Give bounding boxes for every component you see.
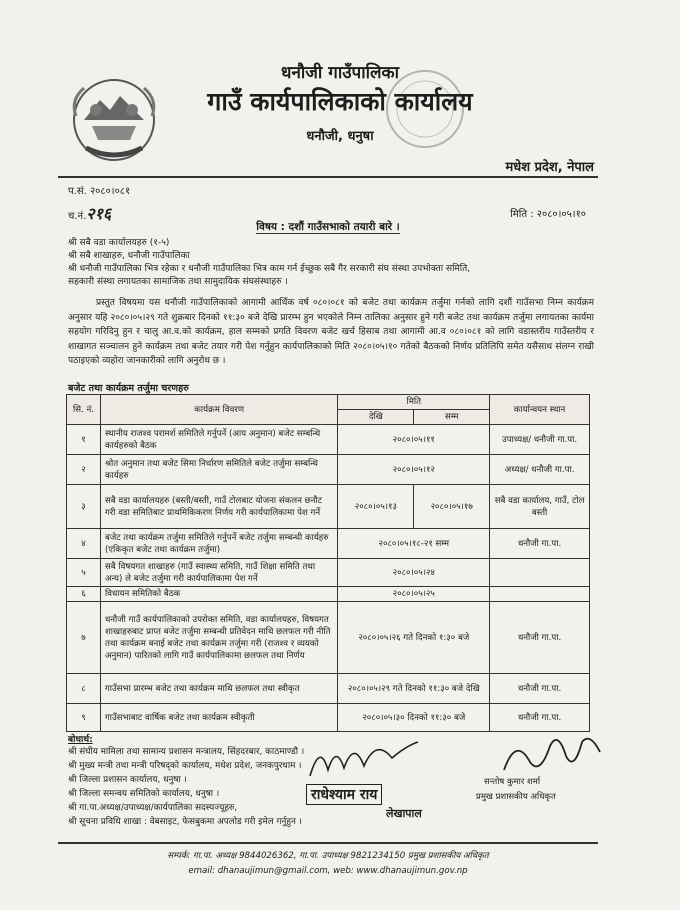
row-sn: ८: [67, 674, 101, 704]
row-date: २०८०।०५।१२: [338, 455, 490, 485]
accountant-signature-icon: [306, 736, 426, 786]
org-title: गाउँ कार्यपालिकाको कार्यालय: [207, 87, 473, 116]
letter-subject: विषय : दशौं गाउँसभाको तयारी बारे ।: [256, 221, 400, 233]
row-place: [490, 559, 590, 587]
row-program: गाउँसभाबाट वार्षिक बजेट तथा कार्यक्रम स्वीकृती: [100, 704, 337, 732]
cc-item: श्री गा.पा.अध्यक्ष/उपाध्यक्ष/कार्यपालिका सदस्यज्यूहरु,: [68, 803, 238, 813]
header-to: सम्म: [414, 410, 490, 425]
cc-item: श्री जिल्ला प्रशासन कार्यालय, धनुषा ।: [68, 775, 187, 785]
footer-contact: सम्पर्क: गा.पा. अध्यक्ष 9844026362, गा.पा. उपाध्यक्ष 9821234150 प्रमुख प्रशासकीय अधिकृत: [167, 851, 489, 861]
officer-title: प्रमुख प्रशासकीय अधिकृत: [476, 792, 556, 802]
row-program: सबै वडा कार्यालयहरु (बस्ती/बस्ती, गाउँ टोलबाट योजना संकलन छनौट गरी वडा समितिबाट प्राथमिकिकरण निर्णय गरी कार्यपालिकामा पेश गर्ने: [100, 485, 337, 529]
row-date: २०८०।०५।२४: [338, 559, 490, 587]
row-place: सबै वडा कार्यालय, गाउँ, टोल बस्ती: [490, 485, 590, 529]
table-row: [67, 455, 590, 485]
row-date: २०८०।०५।२९ गते दिनको ११:३० बजे देखि: [338, 674, 490, 704]
row-date: २०८०।०५।१८-२१ सम्म: [338, 529, 490, 559]
header-place: कार्यान्वयन स्थान: [490, 395, 590, 425]
org-location: धनौजी, धनुषा: [306, 129, 374, 144]
row-program: बजेट तथा कार्यक्रम तर्जुमा समितिले गर्नुपर्ने बजेट तर्जुमा सम्बन्धी कार्यहरु (एकिकृत बजेट तथा कार्यक्रम तर्जुमा): [100, 529, 337, 559]
cc-item: श्री जिल्ला समन्वय समितिको कार्यालय, धनुषा ।: [68, 789, 220, 799]
row-place: उपाध्यक्ष/ धनौजी गा.पा.: [490, 425, 590, 455]
row-sn: ३: [67, 485, 101, 529]
header-from: देखि: [338, 410, 414, 425]
addressee-2: श्री सबै शाखाहरु, धनौजी गाउँपालिका: [68, 251, 190, 261]
row-program: स्थानीय राजश्व परामर्श समितिले गर्नुपर्ने (आय अनुमान) बजेट सम्बन्धि कार्यहरुको बैठक: [100, 425, 337, 455]
addressee-3: श्री धनौजी गाउँपालिका भित्र रहेका र धनौजी गाउँपालिका भित्र काम गर्न ईच्छुक सबै गैर सरकारी संघ संस्था उपभोक्ता समिति,: [68, 264, 471, 274]
table-row: [67, 559, 590, 587]
header-date: मिति: [338, 395, 490, 410]
dispatch-value: २१६: [86, 204, 112, 223]
header-program: कार्यक्रम विवरण: [100, 395, 337, 425]
org-line-1: धनौजी गाउँपालिका: [281, 63, 399, 83]
row-date: २०८०।०५।११: [338, 425, 490, 455]
row-program: श्रोत अनुमान तथा बजेट सिमा निर्धारण समितिले बजेट तर्जुमा सम्बन्धि कार्यहरु: [100, 455, 337, 485]
table-row: [67, 425, 590, 455]
row-date: २०८०।०५।२६ गते दिनको १:३० बजे: [338, 602, 490, 674]
addressee-4: सहकारी संस्था लगायतका सामाजिक तथा सामुदायिक संघसंस्थाहरु ।: [68, 277, 288, 287]
row-sn: ७: [67, 602, 101, 674]
nepal-emblem-icon: [66, 70, 162, 166]
row-sn: ९: [67, 704, 101, 732]
table-caption: बजेट तथा कार्यक्रम तर्जुमा चरणहरु: [68, 383, 189, 394]
row-place: धनौजी गा.पा.: [490, 704, 590, 732]
row-place: धनौजी गा.पा.: [490, 529, 590, 559]
letter-body: प्रस्तुत विषयमा यस धनौजी गाउँपालिकाको आगामी आर्थिक वर्ष ०८०।०८१ को बजेट तथा कार्यक्रम तर्जुमा गर्नको लागि दशौं गाउँसभा निम्न कार्यक्रम अनुसार यहि २०८०।०५।२९ गते शुक्रबार दिनको ११:३० बजे देखि प्रारम्भ हुन भएकोले निम्न तालिका अनुसार हुने गरी बजेट तथा कार्यक्रम तर्जुमा लगायतका कार्यमा सहयोग गरिदिनु हुन र चालु आ.व.को कार्यक्रम, हाल सम्मको प्रगति विवरण बजेट खर्च हिसाब तथा आगामी आ.व ०८०।०८१ को लागि वडास्तरीय गाउँस्तरीय र शाखागत सञ्चालन हुने कार्यक्रम तथा बजेट तयार गरी पेश गर्नुहुन कार्यपालिकाको मिति २०८०।०५।१० गतेको बैठकको निर्णय प्रतिलिपि समेत यसैसाथ संलग्न राखी पठाइएको व्यहोरा जानकारीको लागि अनुरोध छ ।: [68, 298, 594, 366]
row-place: धनौजी गा.पा.: [490, 674, 590, 704]
row-sn: ५: [67, 559, 101, 587]
row-program: विधायन समितिको बैठक: [100, 587, 337, 602]
row-date-from: २०८०।०५।१३: [338, 485, 414, 529]
table-row: [67, 674, 590, 704]
cc-item: श्री संघीय मामिला तथा सामान्य प्रशासन मन्त्रालय, सिंहदरबार, काठमाण्डौ ।: [68, 747, 305, 757]
row-place: [490, 587, 590, 602]
dispatch-prefix: च.नं.: [68, 211, 87, 222]
row-date: २०८०।०५।२५: [338, 587, 490, 602]
letter-date: मिति : २०८०।०५।१०: [510, 209, 586, 220]
table-row: [67, 529, 590, 559]
header-divider: [58, 176, 598, 178]
table-row: [67, 602, 590, 674]
addressee-1: श्री सबै वडा कार्यालयहरु (१-५): [68, 238, 170, 248]
accountant-title: लेखापाल: [386, 807, 422, 820]
row-sn: ६: [67, 587, 101, 602]
row-place: अध्यक्ष/ धनौजी गा.पा.: [490, 455, 590, 485]
footer-divider: [58, 842, 598, 844]
reference-number: प.सं. २०८०।०८१: [68, 186, 131, 197]
accountant-name: राधेश्याम राय: [306, 784, 382, 805]
row-program: सबै विषयगत शाखाहरु (गाउँ स्वास्थ्य समिति, गाउँ शिक्षा समिति तथा अन्य) ले बजेट तर्जुमा गरी कार्यपालिकामा पेश गर्ने: [100, 559, 337, 587]
cc-title: बोधार्थ:: [68, 735, 93, 745]
row-date-to: २०८०।०५।१७: [414, 485, 490, 529]
officer-name: सन्तोष कुमार शर्मा: [484, 777, 541, 787]
cc-item: श्री सूचना प्रविधि शाखा : वेबसाइट, फेसबुकमा अपलोड गरी इमेल गर्नुहुन ।: [68, 817, 303, 827]
table-row: [67, 587, 590, 602]
header-sn: सि. नं.: [67, 395, 101, 425]
row-program: गाउँसभा प्रारम्भ बजेट तथा कार्यक्रम माथि छलफल तथा स्वीकृत: [100, 674, 337, 704]
row-sn: १: [67, 425, 101, 455]
cc-item: श्री मुख्य मन्त्री तथा मन्त्री परिषद्को कार्यालय, मधेश प्रदेश, जनकपुरधाम ।: [68, 761, 302, 771]
table-row: [67, 485, 590, 529]
footer-web: email: dhanaujimun@gmail.com, web: www.dhanaujimun.gov.np: [188, 866, 468, 876]
row-date: २०८०।०५।३० दिनको ११:३० बजे: [338, 704, 490, 732]
row-program: धनौजी गाउँ कार्यपालिकाको उपरोक्त समिति, वडा कार्यालयहरु, विषयगत शाखाहरुबाट प्राप्त बजेट तर्जुमा सम्बन्धी प्रतिवेदन माथि छलफल गरी नीति तथा कार्यक्रम बनाई बजेट तथा कार्यक्रम तर्जुमा गरी (राजश्व र व्ययको अनुमान) पारितको लागि गाउँ कार्यपालिकामा छलफल तथा निर्णय: [100, 602, 337, 674]
row-place: धनौजी गा.पा.: [490, 602, 590, 674]
officer-signature-icon: [496, 726, 606, 780]
row-sn: २: [67, 455, 101, 485]
row-sn: ४: [67, 529, 101, 559]
budget-schedule-table: [66, 394, 590, 732]
province-label: मधेश प्रदेश, नेपाल: [505, 160, 594, 175]
